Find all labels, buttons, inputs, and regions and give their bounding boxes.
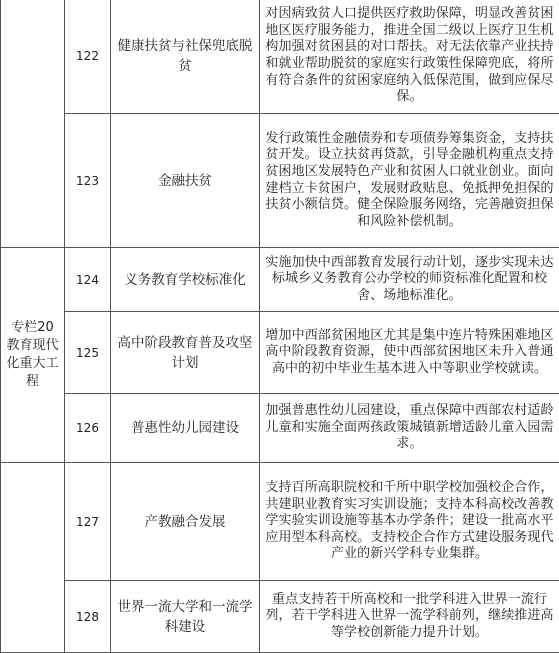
- project-description: 支持百所高职院校和千所中职学校加强校企合作，共建职业教育实习实训设施；支持本科高校改善教学实验实训设施等基本办学条件；建设一批高水平应用型本科高校。支持校企合作方式建设服务现代产业的新兴学科专业集群。: [260, 463, 559, 581]
- project-name: 普惠性幼儿园建设: [111, 394, 260, 463]
- table-row: [1, 114, 559, 248]
- project-name: 产教融合发展: [111, 463, 260, 581]
- row-number: 127: [65, 463, 111, 581]
- table-row: [1, 581, 559, 653]
- project-description: 增加中西部贫困地区尤其是集中连片特殊困难地区高中阶段教育资源，使中西部贫困地区未升入普通高中的初中毕业生基本进入中等职业学校就读。: [260, 312, 559, 394]
- table-row: [1, 248, 559, 312]
- table-row: [1, 0, 559, 114]
- project-description: 对因病致贫人口提供医疗救助保障，明显改善贫困地区医疗服务能力，推进全国二级以上医疗卫生机构加强对贫困县的对口帮扶。对无法依靠产业扶持和就业帮助脱贫的家庭实行政策性保障兜底，将所有符合条件的贫困家庭纳入低保范围，做到应保尽保。: [260, 0, 559, 114]
- table-row: [1, 463, 559, 581]
- project-description: 重点支持若干所高校和一批学科进入世界一流行列，若干学科进入世界一流学科前列，继续推进高等学校创新能力提升计划。: [260, 581, 559, 653]
- category-cell-next: [1, 463, 65, 653]
- table-row: [1, 312, 559, 394]
- row-number: 124: [65, 248, 111, 312]
- project-description: 发行政策性金融债券和专项债券筹集资金，支持扶贫开发。设立扶贫再贷款，引导金融机构重点支持贫困地区发展特色产业和贫困人口就业创业。面向建档立卡贫困户，发展财政贴息、免抵押免担保的扶贫小额信贷。健全保险服务网络，完善融资担保和风险补偿机制。: [260, 114, 559, 248]
- project-name: 高中阶段教育普及攻坚计划: [111, 312, 260, 394]
- row-number: 126: [65, 394, 111, 463]
- project-name: 健康扶贫与社保兜底脱贫: [111, 0, 260, 114]
- row-number: 128: [65, 581, 111, 653]
- project-description: 实施加快中西部教育发展行动计划，逐步实现未达标城乡义务教育公办学校的师资标准化配置和校舍、场地标准化。: [260, 248, 559, 312]
- row-number: 125: [65, 312, 111, 394]
- row-number: 122: [65, 0, 111, 114]
- project-name: 世界一流大学和一流学科建设: [111, 581, 260, 653]
- row-number: 123: [65, 114, 111, 248]
- project-name: 金融扶贫: [111, 114, 260, 248]
- project-description: 加强普惠性幼儿园建设，重点保障中西部农村适龄儿童和实施全面两孩政策城镇新增适龄儿童入园需求。: [260, 394, 559, 463]
- category-cell: 专栏20 教育现代化重大工程: [1, 248, 65, 463]
- table-row: [1, 394, 559, 463]
- category-cell-prev: [1, 0, 65, 248]
- project-name: 义务教育学校标准化: [111, 248, 260, 312]
